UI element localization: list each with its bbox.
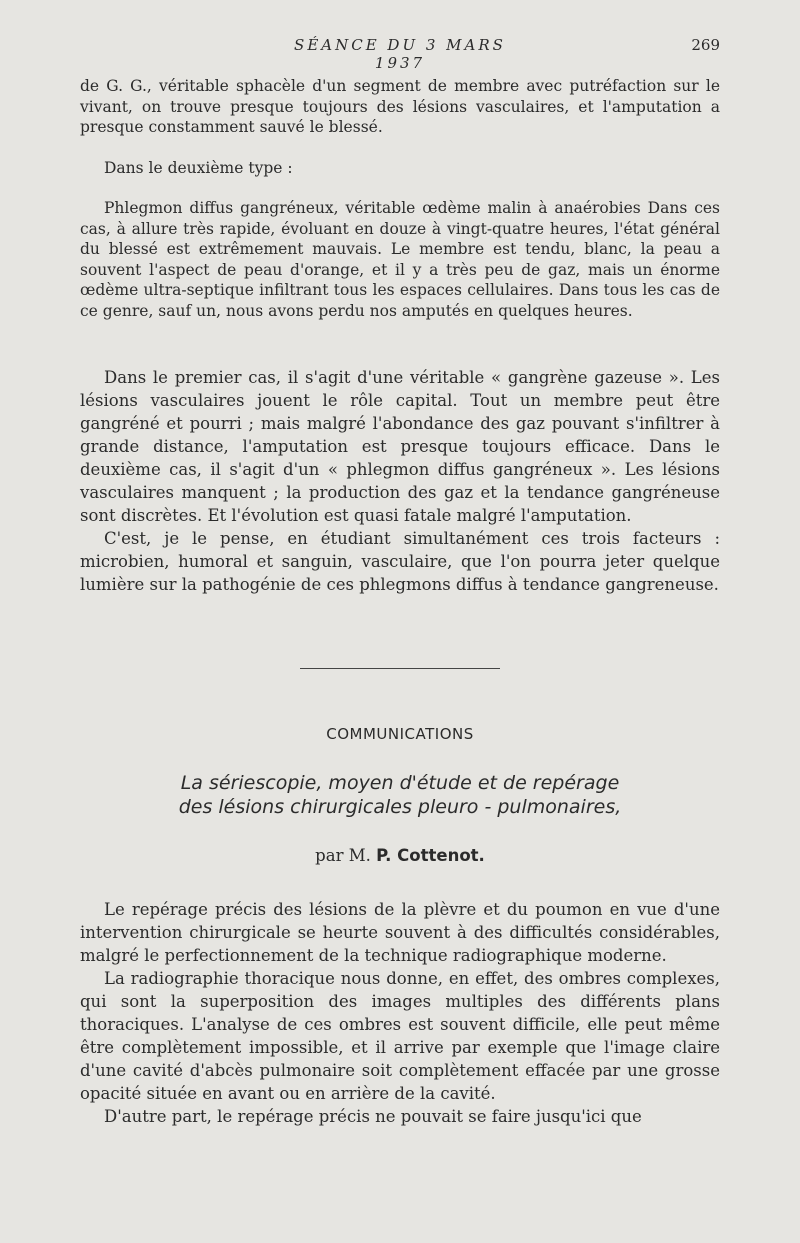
- text-block-top: [80, 76, 720, 321]
- article-title-line: La sériescopie, moyen d'étude et de repérage: [180, 772, 620, 794]
- text-block-middle: [80, 366, 720, 596]
- paragraph: Phlegmon diffus gangréneux, véritable œdème malin à anaérobies Dans ces cas, à allure très rapide, évoluant en douze à vingt-quatre heures, l'état général du blessé est extrêmement mauvais. Le membre est tendu, blanc, la peau a souvent l'aspect de peau d'orange, et il y a très peu de gaz, mais un énorme œdème ultra-septique infiltrant tous les espaces cellulaires. Dans tous les cas de ce genre, sauf un, nous avons perdu nos amputés en quelques heures.: [80, 199, 720, 320]
- section-heading: COMMUNICATIONS: [326, 725, 474, 743]
- author-name: P. Cottenot.: [376, 846, 485, 865]
- paragraph: D'autre part, le repérage précis ne pouvait se faire jusqu'ici que: [104, 1107, 642, 1126]
- paragraph: Dans le deuxième type :: [104, 158, 293, 177]
- page-number: 269: [691, 36, 720, 54]
- page-header: [80, 36, 720, 72]
- article-title-line: des lésions chirurgicales pleuro - pulmonaires,: [178, 796, 622, 818]
- paragraph: La radiographie thoracique nous donne, en effet, des ombres complexes, qui sont la superposition des images multiples des différents plans thoraciques. L'analyse de ces ombres est souvent difficile, elle peut même être complètement impossible, et il arrive par exemple que l'image claire d'une cavité d'abcès pulmonaire soit complètement effacée par une grosse opacité située en avant ou en arrière de la cavité.: [80, 969, 720, 1103]
- author-line: [0, 846, 800, 865]
- author-prefix: par M.: [315, 846, 371, 865]
- text-block-bottom: [80, 898, 720, 1128]
- paragraph: de G. G., véritable sphacèle d'un segment de membre avec putréfaction sur le vivant, on trouve presque toujours des lésions vasculaires, et l'amputation a presque constamment sauvé le blessé.: [80, 77, 720, 136]
- article-title: [80, 771, 720, 819]
- paragraph: C'est, je le pense, en étudiant simultanément ces trois facteurs : microbien, humoral et sanguin, vasculaire, que l'on pourra jeter quelque lumière sur la pathogénie de ces phlegmons diffus à tendance gangreneuse.: [80, 529, 720, 594]
- section-divider: [300, 668, 500, 669]
- paragraph: Dans le premier cas, il s'agit d'une véritable « gangrène gazeuse ». Les lésions vasculaires jouent le rôle capital. Tout un membre peut être gangréné et pourri ; mais malgré l'abondance des gaz pouvant s'infiltrer à grande distance, l'amputation est presque toujours efficace. Dans le deuxième cas, il s'agit d'un « phlegmon diffus gangréneux ». Les lésions vasculaires manquent ; la production des gaz et la tendance gangréneuse sont discrètes. Et l'évolution est quasi fatale malgré l'amputation.: [80, 368, 720, 525]
- paragraph: Le repérage précis des lésions de la plèvre et du poumon en vue d'une intervention chirurgicale se heurte souvent à des difficultés considérables, malgré le perfectionnement de la technique radiographique moderne.: [80, 900, 720, 965]
- running-head: SÉANCE DU 3 MARS 1937: [294, 36, 506, 72]
